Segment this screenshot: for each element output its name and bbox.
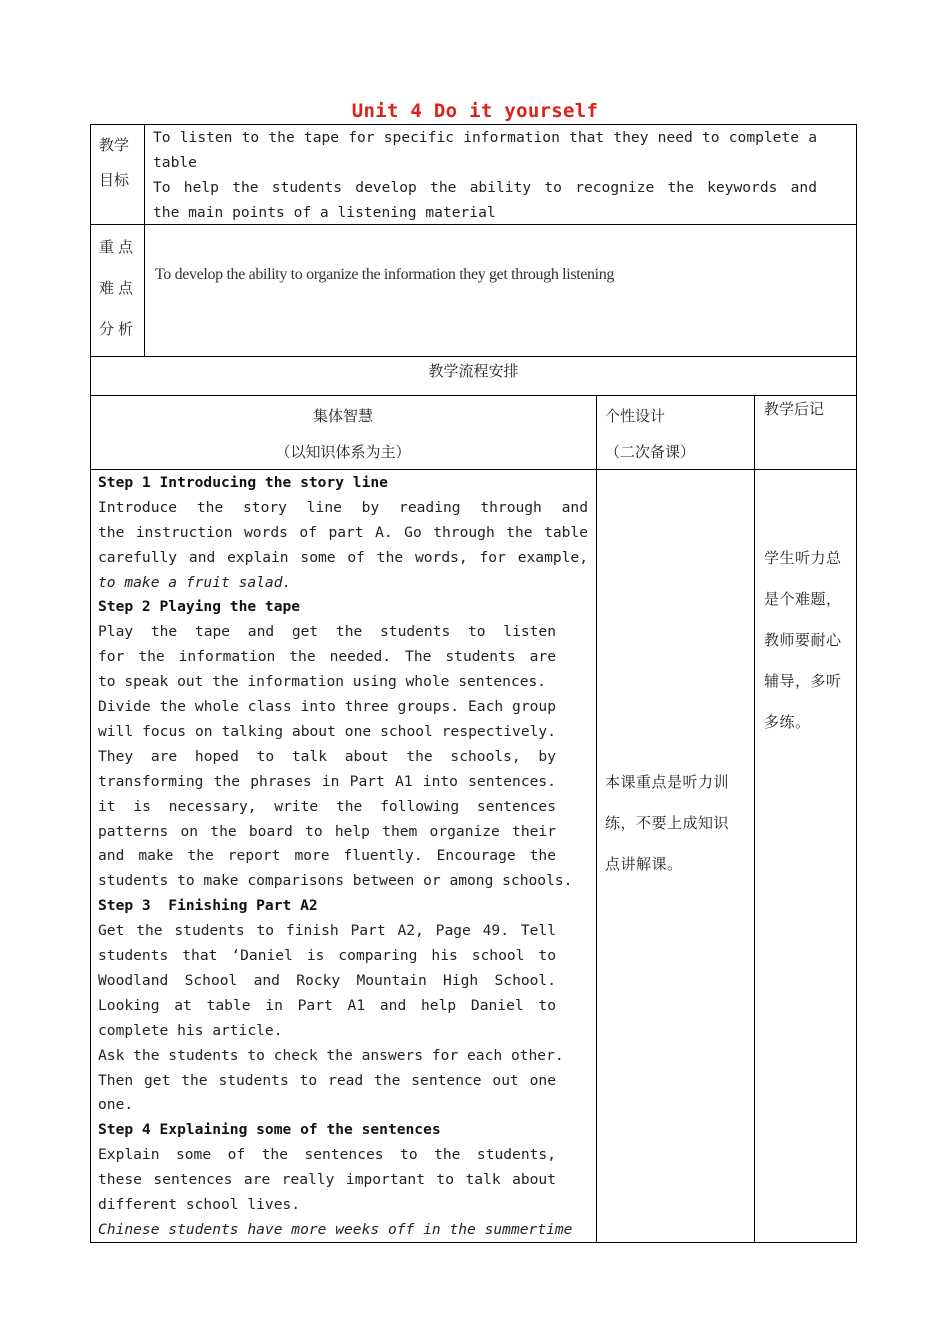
col-collective-header [90,398,596,470]
step-line: Ask the students to check the answers for each other. [98,1046,564,1064]
personal-design-line: 点讲解课。 [605,855,683,873]
column-divider [596,395,597,1243]
personal-design-notes [605,762,729,885]
step-line-part: carefully and explain some of the words, for example, [98,548,588,566]
personal-design-line: 练，不要上成知识 [605,814,730,832]
keypoints-label-line: 难点 [99,279,138,297]
step-line: Play the tape and get the students to listen [98,623,556,641]
postscript-line: 学生听力总 [764,549,842,567]
step-line: Get the students to finish Part A2, Page 49. Tell [98,922,556,940]
keypoints-label-line: 重点 [99,238,138,256]
step-line: different school lives. [98,1195,301,1213]
step-line: these sentences are really important to talk about [98,1171,556,1189]
col-header-line: （二次备课） [605,443,696,461]
objectives-line: table [153,153,197,171]
table-border-top [90,124,857,125]
step-line: the instruction words of part A. Go through the table [98,523,588,541]
step-title: Step 2 Playing the tape [98,598,301,616]
step-line: Introduce the story line by reading through and [98,498,588,516]
postscript-line: 辅导，多听 [764,672,842,690]
step-title: Step 4 Explaining some of the sentences [98,1121,441,1139]
keypoints-label [99,227,137,350]
steps-content [98,471,588,1243]
flow-header: 教学流程安排 [428,362,519,380]
step-line: Explain some of the sentences to the students, [98,1146,556,1164]
step-line: patterns on the board to help them organize their [98,822,556,840]
personal-design-line: 本课重点是听力训 [605,773,730,791]
objectives-line: the main points of a listening material [153,203,496,221]
step-line: students to make comparisons between or among schools. [98,872,573,890]
postscript-line: 教师要耐心 [764,631,842,649]
table-border-right [856,124,857,1243]
col-header-line: 个性设计 [605,407,666,425]
objectives-label [99,128,129,198]
postscript-line: 多练。 [764,713,811,731]
step-line: Divide the whole class into three groups. Each group [98,698,556,716]
step-line: and make the report more fluently. Encourage the [98,847,556,865]
objectives-label-line: 目标 [99,171,130,189]
step-line: to make a fruit salad. [98,573,292,591]
step-line: for the information the needed. The students are [98,648,556,666]
column-divider [754,395,755,1243]
row-divider [90,395,857,396]
col-personal-header [605,398,695,470]
keypoints-text: To develop the ability to organize the information they get through listening [155,266,615,283]
step-line: will focus on talking about one school respectively. [98,722,556,740]
row-divider [90,356,857,357]
col-header-line: 集体智慧 [312,407,373,425]
objectives-text [153,126,817,226]
objectives-line: To help the students develop the ability to recognize the keywords and [153,178,817,196]
objectives-label-line: 教学 [99,136,130,154]
step-line: They are hoped to talk about the schools, by [98,747,556,765]
step-line: complete his article. [98,1021,283,1039]
step-line: Then get the students to read the sentence out one [98,1071,556,1089]
col-postscript-header: 教学后记 [764,400,825,418]
step-line: transforming the phrases in Part A1 into sentences. [98,772,556,790]
postscript-line: 是个难题， [764,590,842,608]
postscript-notes [764,538,842,743]
step-line: to speak out the information using whole sentences. [98,673,547,691]
label-column-divider [144,124,145,357]
step-title: Step 1 Introducing the story line [98,474,388,491]
step-line: one. [98,1096,134,1114]
col-header-line: （以知识体系为主） [275,443,411,461]
step-line: Woodland School and Rocky Mountain High School. [98,971,556,989]
step-line: students that ‘Daniel is comparing his school to [98,947,556,965]
step-title: Step 3 Finishing Part A2 [98,897,318,915]
table-border-left [90,124,91,1243]
keypoints-label-line: 分析 [99,320,138,338]
step-line: Chinese students have more weeks off in the summertime [98,1220,573,1238]
step-line: Looking at table in Part A1 and help Daniel to [98,996,556,1014]
objectives-line: To listen to the tape for specific information that they need to complete a [153,129,817,146]
page-title: Unit 4 Do it yourself [351,100,599,122]
step-line [98,546,588,571]
step-line: it is necessary, write the following sentences [98,797,556,815]
